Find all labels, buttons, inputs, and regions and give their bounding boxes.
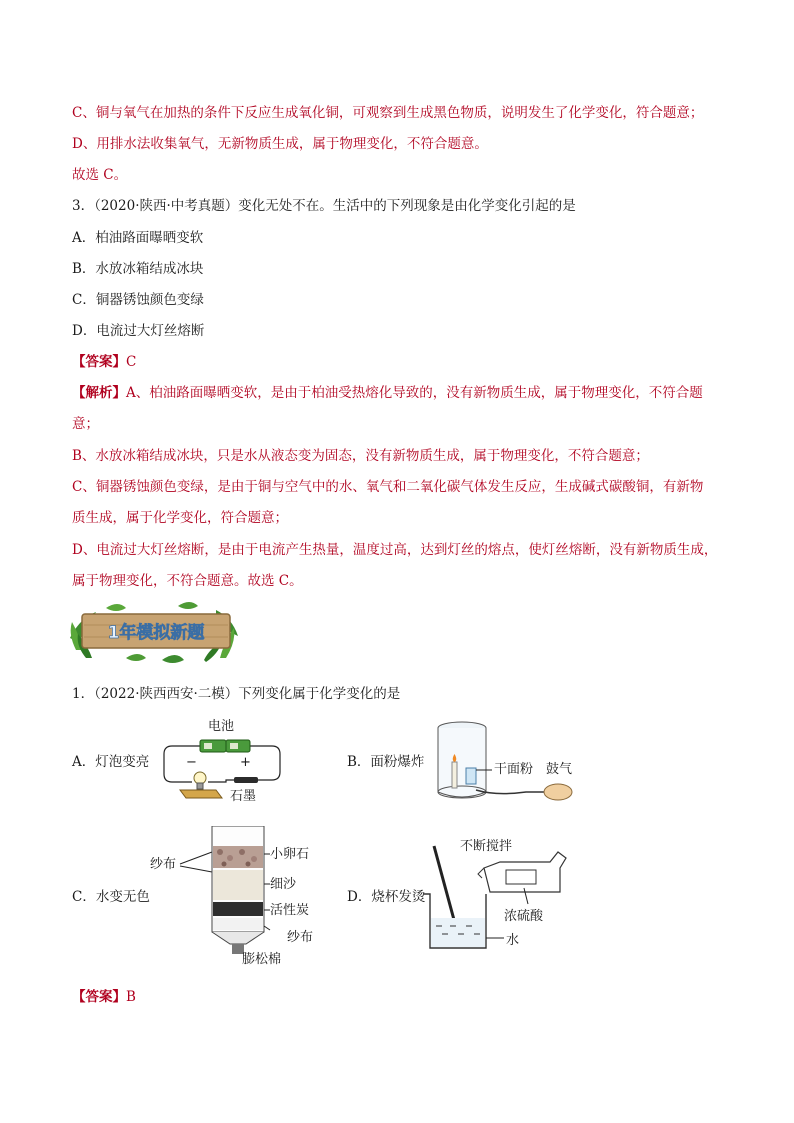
q3-analysis-a-1 [72, 383, 703, 403]
battery-label: 电池 [208, 719, 235, 734]
q3-option-d: D．电流过大灯丝熔断 [72, 323, 205, 339]
cylinder-icon [438, 722, 486, 798]
answer-value: C [126, 354, 137, 370]
cotton-layer [213, 918, 263, 930]
q1-answer [72, 987, 136, 1007]
blow-label: 鼓气 [546, 762, 573, 777]
flour-explosion-figure [436, 718, 596, 806]
banner-title: 1年模拟新题 [107, 623, 205, 643]
graphite-label: 石墨 [230, 789, 257, 804]
cotton-label: 膨松棉 [242, 952, 282, 967]
q3-analysis-d-1: D、电流过大灯丝熔断，是由于电流产生热量，温度过高，达到灯丝的熔点，使灯丝熔断，没有新物质生成， [72, 542, 718, 558]
carbon-label: 活性炭 [270, 903, 310, 918]
pebbles-label: 小卵石 [270, 847, 310, 862]
carbon-layer [213, 902, 263, 916]
gauze-left-label: 纱布 [150, 857, 177, 872]
q1-option-b: B．面粉爆炸 [347, 754, 425, 770]
q3-analysis-a-2: 意； [72, 416, 99, 432]
answer-value: B [126, 989, 136, 1005]
sand-layer [213, 870, 263, 900]
q3-analysis-d-2: 属于物理变化，不符合题意。故选 C。 [72, 573, 303, 589]
graphite-icon [234, 777, 258, 783]
water-filter-figure [150, 826, 330, 968]
bulb-pump-icon [544, 784, 572, 800]
q1-option-a: A．灯泡变亮 [72, 754, 150, 770]
stir-label: 不断搅拌 [460, 839, 513, 854]
acid-dilution-figure [420, 834, 580, 954]
flour-cup-icon [466, 768, 476, 784]
battery-icon [200, 740, 250, 752]
q1-option-d: D．烧杯发烫 [347, 889, 426, 905]
analysis-text: A、柏油路面曝晒变软，是由于柏油受热熔化导致的，没有新物质生成，属于物理变化，不符合题 [126, 385, 703, 401]
circuit-figure [160, 716, 290, 806]
q1-stem: 1．（2022·陕西西安·二模）下列变化属于化学变化的是 [72, 686, 401, 702]
bulb-icon [180, 772, 222, 798]
q3-option-c: C．铜器锈蚀颜色变绿 [72, 292, 204, 308]
q3-analysis-b: B、水放冰箱结成冰块，只是水从液态变为固态，没有新物质生成，属于物理变化，不符合题意； [72, 448, 649, 464]
section-banner [66, 598, 242, 666]
acid-label: 浓硫酸 [504, 909, 544, 924]
q3-answer [72, 352, 136, 372]
water-label: 水 [506, 933, 520, 948]
gauze-bottom-label: 纱布 [287, 930, 314, 945]
analysis-conclusion: 故选 C。 [72, 167, 128, 183]
q1-option-c: C．水变无色 [72, 889, 150, 905]
plus-sign: + [240, 755, 251, 770]
analysis-line-d: D、用排水法收集氧气，无新物质生成，属于物理变化，不符合题意。 [72, 136, 488, 152]
minus-sign: − [186, 755, 197, 770]
answer-tag: 【答案】 [72, 989, 126, 1005]
analysis-line-c: C、铜与氧气在加热的条件下反应生成氧化铜，可观察到生成黑色物质，说明发生了化学变化，符合题意； [72, 105, 704, 121]
q3-option-b: B．水放冰箱结成冰块 [72, 261, 204, 277]
flour-label: 干面粉 [494, 762, 534, 777]
q3-stem: 3．（2020·陕西·中考真题）变化无处不在。生活中的下列现象是由化学变化引起的是 [72, 198, 576, 214]
sand-label: 细沙 [270, 877, 297, 892]
q3-analysis-c-2: 质生成，属于化学变化，符合题意； [72, 510, 288, 526]
answer-tag: 【答案】 [72, 354, 126, 370]
q3-analysis-c-1: C、铜器锈蚀颜色变绿，是由于铜与空气中的水、氧气和二氧化碳气体发生反应，生成碱式碳酸铜，有新物 [72, 479, 704, 495]
analysis-tag: 【解析】 [72, 385, 126, 401]
q3-option-a: A．柏油路面曝晒变软 [72, 230, 204, 246]
reagent-bottle-icon [478, 852, 566, 892]
